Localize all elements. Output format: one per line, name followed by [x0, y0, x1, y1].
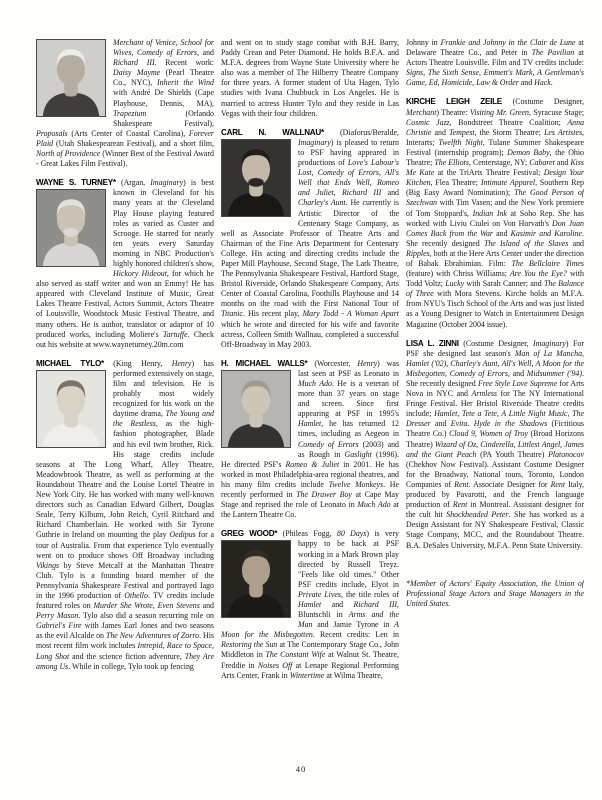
column-3 [406, 38, 584, 768]
bio-body [221, 138, 399, 350]
equity-footnote: *Member of Actors' Equity Association, the Union of Professional Stage Actors and Stage Managers in the United States. [406, 578, 584, 608]
portrait-illustration [222, 140, 290, 216]
page-number: 40 [295, 764, 307, 774]
bio-name: CARL N. WALLNAU* [221, 127, 324, 137]
portrait-illustration [222, 371, 290, 447]
bio-text: Imaginary) is pleased to return to PSF having appeared in productions of Love's Labour's Lost, Comedy of Errors, All's Well that Ends Well, Romeo and Juliet, Richard III and Charley's Aunt. He currently is Artistic Director of the Centenary Stage Company, as well as Associate Professor of Theatre Arts and Chairman of the Fine Arts Department for Centenary College. His acting and directing credits include the Paper Mill Playhouse, Second Stage, The Lark Theatre, The Pennsylvania Shakespeare Festival, Hartford Stage, Bristol Riverside, Orlando Shakespeare Company, Arts Center of Coastal Carolina, Foothills Playhouse and 14 months on the road with the First National Tour of Titanic. His recent play, Mary Todd - A Woman Apart which he wrote and directed for his wife and favorite actress, Colleen Smith Wallnau, completed a successful Off-Broadway in May 2003. [221, 137, 399, 349]
bio-name: LISA L. ZINNI [406, 338, 459, 348]
portrait-photo-walls [221, 370, 291, 448]
bio-text: happy to be back at PSF working in a Mark Brown play directed by Russell Treyz. "Feels like old times." Other PSF credits include, Elyot in Private Lives, the title roles of Hamlet and Richard III, Bluntschli in Arms and the Man and Jamie Tyrone in A Moon for the Misbegotten. Recent credits: Len in Restoring the Sun at The Contemporary Stage Co., John Middleton in The Constant Wife at Walnut St. Theatre, Freddie in Noises Off at Lenape Regional Performing Arts Center, Frank in Wintertime at Wilma Theatre, [221, 539, 399, 680]
portrait-illustration [37, 190, 105, 266]
bio-role: (Phileas Fogg, 80 Days) is very [282, 529, 399, 539]
bio-continuation-previous [36, 38, 214, 169]
portrait-illustration [222, 541, 290, 617]
portrait-illustration [37, 371, 105, 447]
bio-greg-wood [221, 529, 399, 680]
bio-text: performed extensively on stage, film and television. He is probably most widely recognized for his work on the daytime drama, The Young and the Restless, as the high-fashion photographer, Blade and his evil twin brother, Rick. His stage credits include seasons at The Long Wharf, Alley Theatre, Meadowbrook Theatre, as well as performing at the Roundabout Theatre and the Louise Lortel Theatre in New York City. He has worked with many well-known directors such as Canadian Edward Gilbert, Douglas Seale, Terry Kilburn, John Reich, Cyril Ritchard and Richard Chamberlain. He worked with Sir Tyrone Guthrie in Ireland on mounting the play Oedipus for a tour of Australia. From that experience Tylo eventually went on to produce shows Off Broadway including Vikings by Steve Metcalf at the Manhattan Theatre Club. Tylo is a founding board member of the Pennsylvania Shakespeare Festival and portrayed Iago in the 1996 production of Othello. TV credits include featured roles on Murder She Wrote, Even Stevens and Perry Mason. Tylo also did a season recurring role on Gabriel's Fire with James Earl Jones and two seasons as the evil Alcalde on The New Adventures of Zorro. His most recent film work includes Intrepid, Race to Space, Long Shot and the science fiction adventure, They Are among Us. While in college, Tylo took up fencing [36, 368, 214, 671]
bio-kirche-zeile [406, 97, 584, 329]
bio-header [221, 359, 399, 369]
bio-text: known in Cleveland for his many years at the Cleveland Play House playing featured roles as varied as Custer and Scrooge. He starred for nearly ten years every Saturday morning in NBC Production's highly honored children's show, Hickory Hideout, for which he also served as staff writer and won an Emmy! He has appeared with Cleveland Institute of Music, Great Lakes Theatre Festival, Actors Summit, Actors Theatre of Louisville, Woodstock Music Festival Theatre, and many others. He is author, translator or adaptor of 10 produced works, including Moliere's Tartuffe. Check out his website at www.wayneturney.20m.com [36, 188, 214, 349]
bio-header [36, 359, 214, 369]
bio-text: (Costume Designer, Imaginary) For PSF she designed last season's Man of La Mancha, Hamlet ('02), Charley's Aunt, All's Well, A Moon for the Misbegotten, Comedy of Errors, and Midsummer ('94). She recently designed Free Style Love Supreme for Arts Nova in NYC and Armless for The NY International Fringe Festival. Her Bristol Riverside Theatre credits include; Hamlet, Tete a Tete, A Little Night Music, The Dresser and Evita. Hyde in the Shadows (Fictitious Theatre Co.) Cloud 9, Women of Troy (Broad Horizons Theatre) Wizard of Oz, Cinderella, Littlest Angel, James and the Giant Peach (PA Youth Theatre) Platonocov (Chekhov Now Festival). Assistant Costume Designer for the Broadway, National tours, Toronto, London Companies of Rent. Associate Designer for Rent Italy, produced by Pavarotti, and the French language production of Rent in Montreal. Assistant designer for the cult hit Shockheaded Peter. She has worked as a Design Assistant for NY Shakespeare Festival, Classic Stage Company, MCC, and the Roundabout Theatre. B.A. DeSales University, M.F.A. Penn State University. [406, 338, 584, 550]
portrait-photo-previous-actor [36, 39, 106, 117]
bio-name: MICHAEL TYLO* [36, 358, 104, 368]
bio-text: Merchant of Venice, School for Wives, Comedy of Errors, and Richard III. Recent work: Daisy Mayme (Pearl Theatre Co., NYC), Inherit the Wind with André De Shields (Cape Playhouse, Dennis, MA), Trapezium (Orlando Shakespeare Festival), Proposals (Arts Center of Coastal Carolina), Forever Plaid (Utah Shakespearean Festival), and a short film, North of Providence (Winner Best of the Festival Award - Great Lakes Film Festival). [36, 38, 214, 169]
bio-role: (Diaforus/Beralde, [340, 127, 399, 137]
bio-body [221, 369, 399, 520]
bio-role: (Worcester, Henry) was [314, 358, 399, 368]
bio-body [221, 539, 399, 680]
bio-name: WAYNE S. TURNEY* [36, 178, 116, 188]
bio-header [221, 128, 399, 138]
bio-role: (Argan, Imaginary) is best [120, 178, 214, 188]
bio-michael-walls [221, 359, 399, 521]
portrait-illustration [37, 40, 105, 116]
bio-name: KIRCHE LEIGH ZEILE [406, 97, 502, 107]
bio-body [36, 369, 214, 672]
bio-body [36, 188, 214, 350]
bio-tylo-continuation [221, 38, 399, 119]
bio-text: Johnny in Frankie and Johnny in the Clair de Lune at Delaware Theatre Co., and Peter in The Pavilion at Actors Theatre Louisville. Film and TV credits include: Signs, The Sixth Sense, Emmett's Mark, A Gentleman's Game, Ed, Homicide, Law & Order and Hack. [406, 38, 584, 88]
portrait-photo-wallnau [221, 139, 291, 217]
bio-wood-continuation [406, 38, 584, 88]
bio-name: H. MICHAEL WALLS* [221, 358, 308, 368]
column-2 [221, 38, 399, 768]
portrait-photo-turney [36, 189, 106, 267]
bio-lisa-zinni [406, 339, 584, 551]
bio-text: and went on to study stage combat with B.H. Barry, Paddy Crean and Peter Diamond. He holds B.F.A. and M.F.A. degrees from Wayne State University where he also was a member of The Hilberry Theatre Company for three years. A former student of Uta Hagen, Tylo studies with Ivana Chubbuck in Los Angeles. He is married to actress Hunter Tylo and they reside in Las Vegas with their four children. [221, 38, 399, 118]
portrait-photo-tylo [36, 370, 106, 448]
bio-name: GREG WOOD* [221, 529, 278, 539]
bio-michael-tylo [36, 359, 214, 672]
bio-wayne-turney [36, 178, 214, 350]
bio-text: last seen at PSF as Leonato in Much Ado. He is a veteran of more than 37 years on stage and screen. Since first appearing at PSF in 1995's Hamlet, he has returned 12 times, including as Aegeon in Comedy of Errors (2003) and as Rough in Gaslight (1996). He directed PSF's Romeo & Juliet in 2001. He has worked in most Philadelphia-area regional theatres, and his many film credits include Twelve Monkeys. He recently performed in The Drawer Boy at Cape May Stage and reprised the role of Leonato in Much Ado at the Lantern Theatre Co. [221, 368, 399, 520]
bio-header [36, 178, 214, 188]
bio-carl-wallnau [221, 128, 399, 350]
portrait-photo-wood [221, 540, 291, 618]
bio-text: (Costume Designer, Merchant) Theatre: Visiting Mr. Green, Syracuse Stage; Cosmic Jazz, Bondstreet Theatre Coalition; Anna Christie and Tempest, the Storm Theatre; Les Artistes, Interarts; Twelfth Night, Tulane Summer Shakespeare Festival (internship program); Demon Baby, the Ohio Theatre; The Elliots, Centerstage, NY; Cabaret and Kiss Me Kate at the TriArts Theatre Festival; Design Your Kitchen, Flea Theatre; Intimate Apparel, Southern Rep (Big Easy Award Nomination); The Good Person of Szechwan with Tim Vasen; and the New York premiere of Tom Stoppard's, Indian Ink at Soho Rep. She has worked with Liviu Ciulei on Von Horvath's Don Juan Comes Back from the War and Kasimir and Karoline. She recently designed The Island of the Slaves and Ripples, both at the Here Arts Center under the direction of Babak Ebrahimian. Film: The Bellclaire Times (feature) with Chriss Williams; Are You the Eye? with Todd Voltz; Lucky with Sarah Canner; and The Balance of Three with Mora Stevens. Kirche holds an M.F.A. from NYU's Tisch School of the Arts and was just listed as a Young Designer to Watch in Entertainment Design Magazine (October 2004 issue). [406, 97, 584, 329]
bio-header [221, 529, 399, 539]
column-1 [36, 38, 214, 768]
bio-role: (King Henry, Henry) has [113, 358, 214, 368]
